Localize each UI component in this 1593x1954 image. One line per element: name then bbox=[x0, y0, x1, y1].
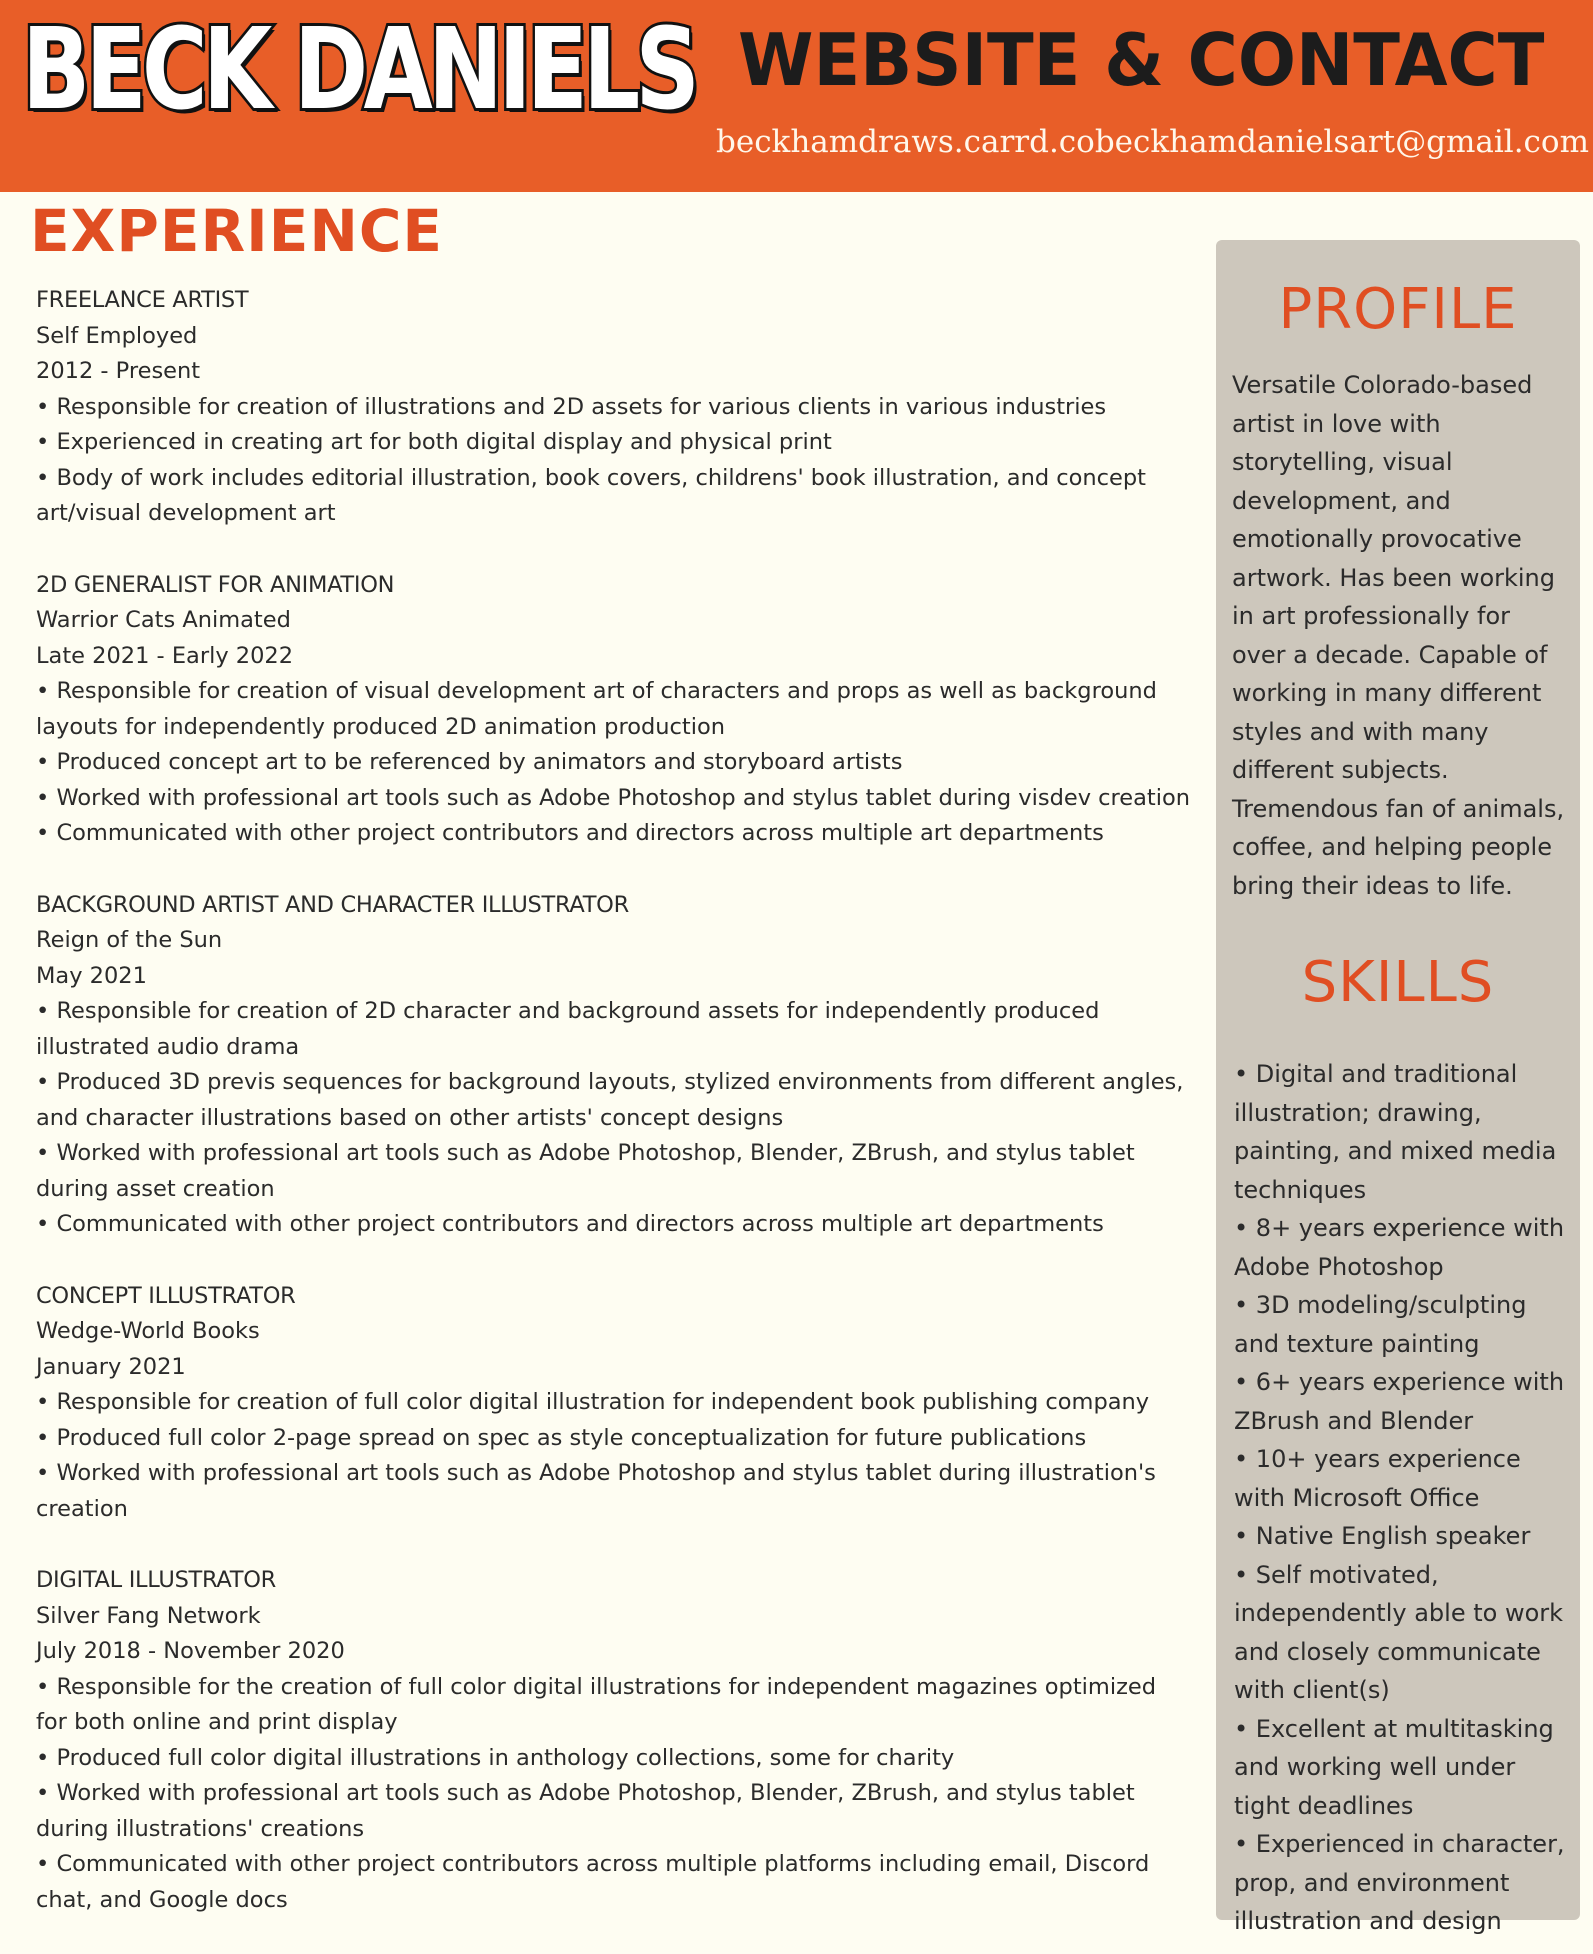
experience-section bbox=[36, 283, 1192, 1954]
job-bullet: • Body of work includes editorial illustration, book covers, childrens' book illustration, and concept art/visual development art bbox=[36, 461, 1192, 532]
job-dates: 2012 - Present bbox=[36, 358, 201, 384]
sidebar-panel bbox=[1216, 240, 1580, 1935]
job-title: DIGITAL ILLUSTRATOR bbox=[36, 1567, 276, 1593]
job-bullet: • Experienced in creating art for both digital display and physical print bbox=[36, 425, 1192, 461]
skill-item: • Experienced in character, prop, and environment illustration and design bbox=[1234, 1825, 1566, 1941]
job-entry bbox=[36, 568, 1192, 852]
skill-item: • Native English speaker bbox=[1234, 1517, 1566, 1556]
job-dates: January 2021 bbox=[36, 1353, 186, 1380]
job-bullets bbox=[36, 1385, 1192, 1527]
skills-heading: SKILLS bbox=[1301, 950, 1495, 1015]
job-bullets bbox=[36, 1670, 1192, 1919]
job-bullet: • Worked with professional art tools such as Adobe Photoshop, Blender, ZBrush, and stylus tablet during asset creation bbox=[36, 1136, 1192, 1207]
profile-heading: PROFILE bbox=[1278, 277, 1518, 342]
job-bullet: • Responsible for creation of full color digital illustration for independent book publishing company bbox=[36, 1385, 1192, 1421]
skills-list bbox=[1234, 1055, 1566, 1941]
job-bullet: • Responsible for creation of 2D character and background assets for independently produced illustrated audio drama bbox=[36, 994, 1192, 1065]
job-entry bbox=[36, 888, 1192, 1243]
job-title: BACKGROUND ARTIST AND CHARACTER ILLUSTRATOR bbox=[36, 891, 629, 918]
contact-heading: WEBSITE & CONTACT bbox=[738, 18, 1545, 102]
job-bullets bbox=[36, 994, 1192, 1243]
skill-item: • Excellent at multitasking and working well under tight deadlines bbox=[1234, 1710, 1566, 1826]
job-bullet: • Worked with professional art tools such as Adobe Photoshop and stylus tablet during illustration's creation bbox=[36, 1456, 1192, 1527]
header-banner bbox=[0, 0, 1593, 192]
job-employer: Silver Fang Network bbox=[36, 1602, 261, 1629]
job-bullet: • Produced full color 2-page spread on spec as style conceptualization for future publications bbox=[36, 1421, 1192, 1457]
skill-item: • 3D modeling/sculpting and texture painting bbox=[1234, 1286, 1566, 1363]
job-bullets bbox=[36, 390, 1192, 532]
skill-item: • Self motivated, independently able to work and closely communicate with client(s) bbox=[1234, 1556, 1566, 1710]
contact-links bbox=[716, 124, 1589, 160]
job-bullet: • Produced full color digital illustrations in anthology collections, some for charity bbox=[36, 1741, 1192, 1777]
job-dates: July 2018 - November 2020 bbox=[36, 1638, 345, 1664]
job-bullet: • Communicated with other project contributors across multiple platforms including email, Discord chat, and Google docs bbox=[36, 1847, 1192, 1918]
skill-item: • Digital and traditional illustration; drawing, painting, and mixed media techniques bbox=[1234, 1055, 1566, 1209]
job-bullet: • Produced concept art to be referenced by animators and storyboard artists bbox=[36, 745, 1192, 781]
email-link[interactable]: beckhamdanielsart@gmail.com bbox=[1094, 124, 1589, 160]
job-title: 2D GENERALIST FOR ANIMATION bbox=[36, 571, 395, 598]
experience-heading: EXPERIENCE bbox=[30, 197, 444, 265]
job-bullets bbox=[36, 674, 1192, 852]
name-title: BECK DANIELS bbox=[22, 5, 696, 135]
job-entry bbox=[36, 1563, 1192, 1918]
job-bullet: • Communicated with other project contributors and directors across multiple art departments bbox=[36, 1207, 1192, 1243]
job-dates: May 2021 bbox=[36, 962, 147, 989]
job-bullet: • Responsible for creation of illustrations and 2D assets for various clients in various industries bbox=[36, 390, 1192, 426]
job-bullet: • Worked with professional art tools such as Adobe Photoshop and stylus tablet during visdev creation bbox=[36, 781, 1192, 817]
job-bullet: • Communicated with other project contributors and directors across multiple art departments bbox=[36, 816, 1192, 852]
job-entry bbox=[36, 1279, 1192, 1528]
skill-item: • 8+ years experience with Adobe Photoshop bbox=[1234, 1209, 1566, 1286]
job-bullet: • Produced 3D previs sequences for background layouts, stylized environments from different angles, and character illustrations based on other artists' concept designs bbox=[36, 1065, 1192, 1136]
job-employer: Warrior Cats Animated bbox=[36, 607, 291, 633]
job-title: FREELANCE ARTIST bbox=[36, 287, 249, 313]
profile-text: Versatile Colorado-based artist in love with storytelling, visual development, and emotionally provocative artwork. Has been working in art professionally for over a decade. Capable of working in many different styles and with many different subjects. Tremendous fan of animals, coffee, and helping people bring their ideas to life. bbox=[1232, 371, 1565, 900]
job-dates: Late 2021 - Early 2022 bbox=[36, 642, 294, 669]
job-bullet: • Responsible for the creation of full color digital illustrations for independent magazines optimized for both online and print display bbox=[36, 1670, 1192, 1741]
skill-item: • 6+ years experience with ZBrush and Blender bbox=[1234, 1363, 1566, 1440]
job-employer: Reign of the Sun bbox=[36, 927, 223, 953]
job-employer: Self Employed bbox=[36, 322, 198, 349]
job-employer: Wedge-World Books bbox=[36, 1318, 260, 1344]
website-link[interactable]: beckhamdraws.carrd.co bbox=[716, 124, 1095, 160]
job-bullet: • Worked with professional art tools such as Adobe Photoshop, Blender, ZBrush, and stylus tablet during illustrations' creations bbox=[36, 1776, 1192, 1847]
job-bullet: • Responsible for creation of visual development art of characters and props as well as background layouts for independently produced 2D animation production bbox=[36, 674, 1192, 745]
job-title: CONCEPT ILLUSTRATOR bbox=[36, 1282, 296, 1309]
skill-item: • 10+ years experience with Microsoft Office bbox=[1234, 1440, 1566, 1517]
job-entry bbox=[36, 283, 1192, 532]
